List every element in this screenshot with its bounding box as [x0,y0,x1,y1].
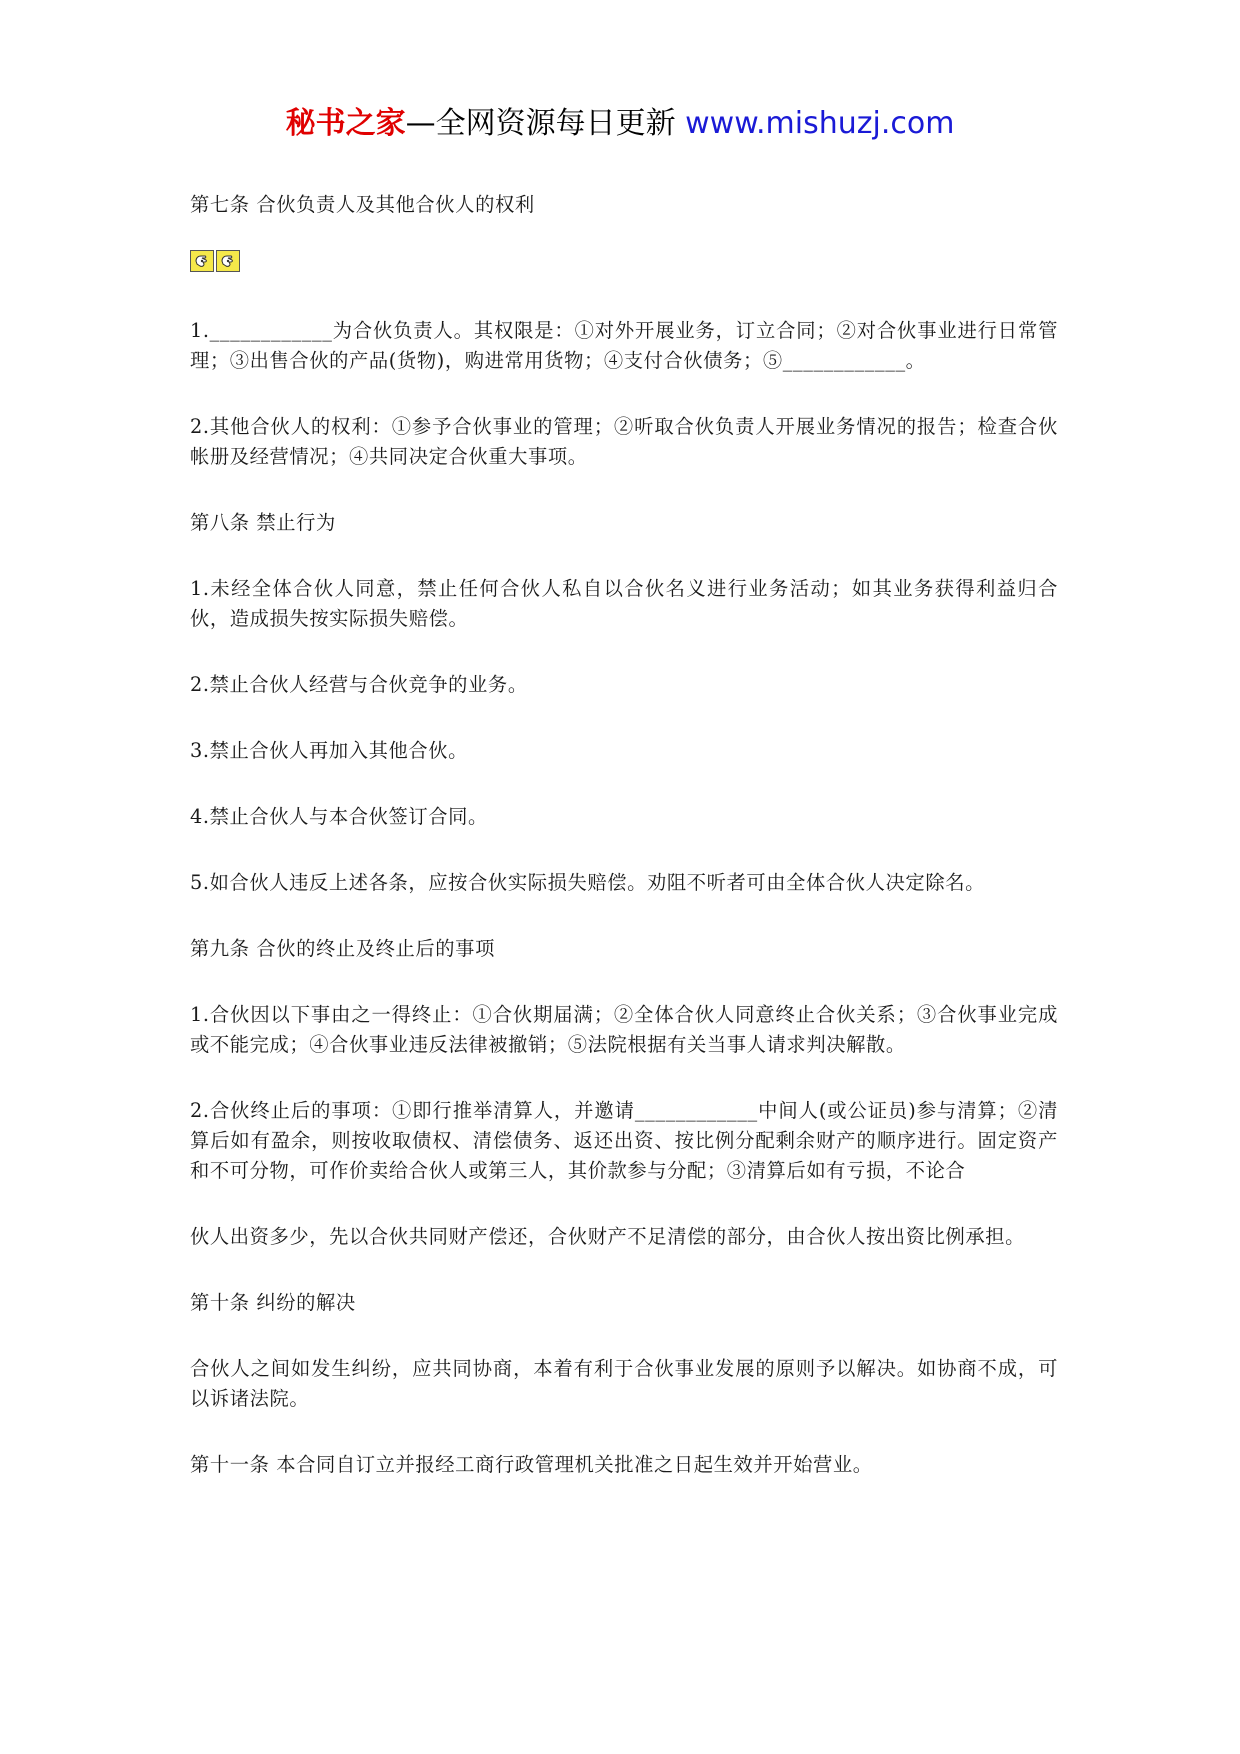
article-9-clause-2: 2.合伙终止后的事项：①即行推举清算人，并邀请____________中间人(或公证员)参与清算；②清算后如有盈余，则按收取债权、清偿债务、返还出资、按比例分配剩余财产的顺序进行。固定资产和不可分物，可作价卖给合伙人或第三人，其价款参与分配；③清算后如有亏损，不论合 [190,1099,1058,1182]
article-9-clause-2-continued: 伙人出资多少，先以合伙共同财产偿还，合伙财产不足清偿的部分，由合伙人按出资比例承担。 [190,1225,1026,1248]
icon-row [190,250,1058,274]
article-9-clause-1: 1.合伙因以下事由之一得终止：①合伙期届满；②全体合伙人同意终止合伙关系；③合伙事业完成或不能完成；④合伙事业违反法律被撤销；⑤法院根据有关当事人请求判决解散。 [190,1003,1058,1056]
pointing-hand-icon [190,250,214,272]
banner-dash: — [405,106,436,141]
article-11-title: 第十一条 本合同自订立并报经工商行政管理机关批准之日起生效并开始营业。 [190,1453,873,1476]
article-8-clause-4: 4.禁止合伙人与本合伙签订合同。 [190,805,488,828]
article-7-title: 第七条 合伙负责人及其他合伙人的权利 [190,193,535,216]
document-body [190,190,1058,1516]
article-8-clause-5: 5.如合伙人违反上述各条，应按合伙实际损失赔偿。劝阻不听者可由全体合伙人决定除名。 [190,871,985,894]
article-7-clause-2: 2.其他合伙人的权利：①参予合伙事业的管理；②听取合伙负责人开展业务情况的报告；检查合伙帐册及经营情况；④共同决定合伙重大事项。 [190,415,1058,468]
article-9-title: 第九条 合伙的终止及终止后的事项 [190,937,495,960]
pointing-hand-icon [216,250,240,272]
article-8-clause-3: 3.禁止合伙人再加入其他合伙。 [190,739,469,762]
article-10-title: 第十条 纠纷的解决 [190,1291,356,1314]
article-8-clause-2: 2.禁止合伙人经营与合伙竞争的业务。 [190,673,528,696]
site-banner [0,104,1240,144]
article-8-title: 第八条 禁止行为 [190,511,336,534]
banner-brand: 秘书之家 [285,106,406,141]
banner-slogan: 全网资源每日更新 [435,106,676,141]
article-8-clause-1: 1.未经全体合伙人同意，禁止任何合伙人私自以合伙名义进行业务活动；如其业务获得利益归合伙，造成损失按实际损失赔偿。 [190,577,1058,630]
article-7-clause-1: 1.____________为合伙负责人。其权限是：①对外开展业务，订立合同；②对合伙事业进行日常管理；③出售合伙的产品(货物)，购进常用货物；④支付合伙债务；⑤____________。 [190,319,1058,372]
banner-url-link[interactable]: www.mishuzj.com [685,106,955,141]
article-10-clause: 合伙人之间如发生纠纷，应共同协商，本着有利于合伙事业发展的原则予以解决。如协商不成，可以诉诸法院。 [190,1357,1058,1410]
